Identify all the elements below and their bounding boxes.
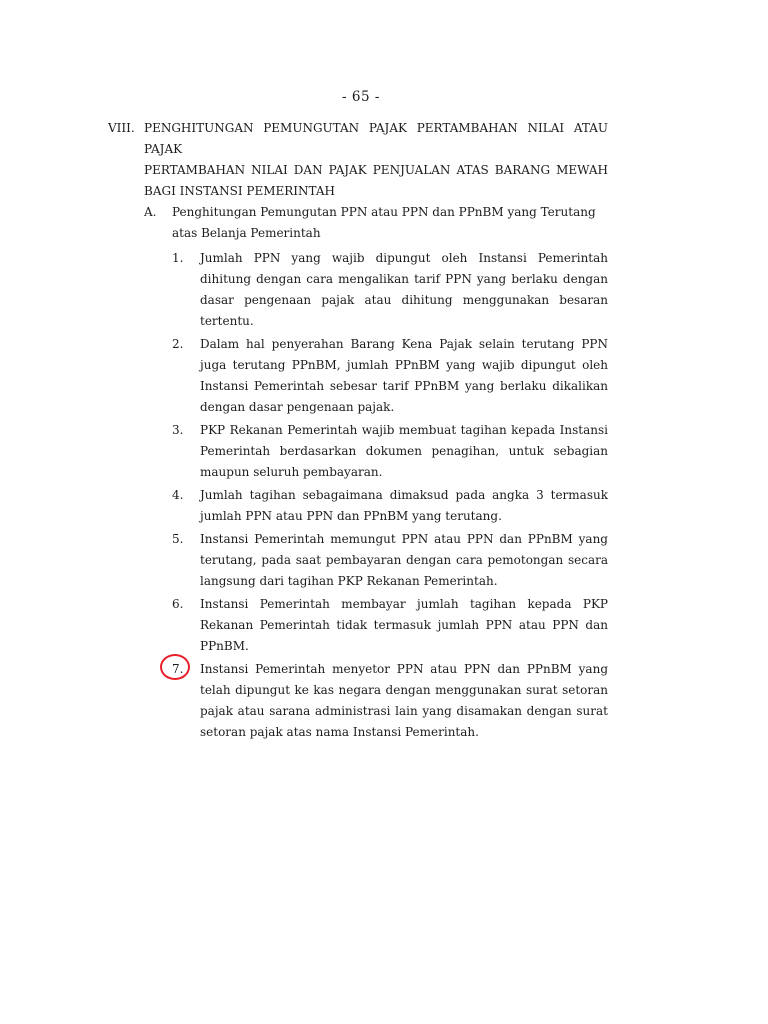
section-label: VIII.: [108, 121, 135, 135]
section-heading: [108, 118, 608, 202]
item-text: Instansi Pemerintah membayar jumlah tagihan kepada PKP Rekanan Pemerintah tidak termasuk jumlah PPN atau PPN dan PPnBM.: [200, 597, 608, 653]
section-viii: [108, 118, 608, 745]
item-number: 5.: [172, 532, 184, 546]
item-number: 6.: [172, 597, 184, 611]
item-number: 4.: [172, 488, 184, 502]
item-text: Instansi Pemerintah menyetor PPN atau PPN dan PPnBM yang telah dipungut ke kas negara dengan menggunakan surat setoran pajak atau sarana administrasi lain yang disamakan dengan surat setoran pajak atas nama Instansi Pemerintah.: [200, 662, 608, 739]
section-title-line: PERTAMBAHAN NILAI DAN PAJAK PENJUALAN ATAS BARANG MEWAH: [144, 163, 608, 177]
item-number: 2.: [172, 337, 184, 351]
list-item: [172, 485, 608, 527]
item-number: 3.: [172, 423, 184, 437]
list-item-highlighted: [172, 659, 608, 743]
subsection-title: Penghitungan Pemungutan PPN atau PPN dan PPnBM yang Terutang atas Belanja Pemerintah: [172, 205, 596, 240]
section-title-line: BAGI INSTANSI PEMERINTAH: [144, 184, 336, 198]
item-list: [172, 248, 608, 743]
item-text: Instansi Pemerintah memungut PPN atau PPN dan PPnBM yang terutang, pada saat pembayaran dengan cara pemotongan secara langsung dari tagihan PKP Rekanan Pemerintah.: [200, 532, 608, 588]
list-item: [172, 248, 608, 332]
list-item: [172, 420, 608, 483]
page-number: - 65 -: [342, 89, 380, 105]
item-text: Jumlah PPN yang wajib dipungut oleh Instansi Pemerintah dihitung dengan cara mengalikan tarif PPN yang berlaku dengan dasar pengenaan pajak atau dihitung menggunakan besaran tertentu.: [200, 251, 608, 328]
list-item: [172, 529, 608, 592]
list-item: [172, 594, 608, 657]
item-number-cell: [172, 659, 200, 743]
item-text: PKP Rekanan Pemerintah wajib membuat tagihan kepada Instansi Pemerintah berdasarkan dokumen penagihan, untuk sebagian maupun seluruh pembayaran.: [200, 423, 608, 479]
list-item: [172, 334, 608, 418]
section-title-line: PENGHITUNGAN PEMUNGUTAN PAJAK PERTAMBAHAN NILAI ATAU PAJAK: [144, 121, 608, 156]
red-circle-highlight: [160, 654, 190, 680]
item-number: 1.: [172, 251, 184, 265]
subsection-a: [144, 202, 608, 244]
subsection-label: A.: [144, 205, 157, 219]
item-text: Dalam hal penyerahan Barang Kena Pajak selain terutang PPN juga terutang PPnBM, jumlah PPnBM yang wajib dipungut oleh Instansi Pemerintah sebesar tarif PPnBM yang berlaku dikalikan dengan dasar pengenaan pajak.: [200, 337, 608, 414]
item-number: 7.: [172, 662, 184, 676]
section-title: [144, 118, 608, 202]
item-text: Jumlah tagihan sebagaimana dimaksud pada angka 3 termasuk jumlah PPN atau PPN dan PPnBM yang terutang.: [200, 488, 608, 523]
